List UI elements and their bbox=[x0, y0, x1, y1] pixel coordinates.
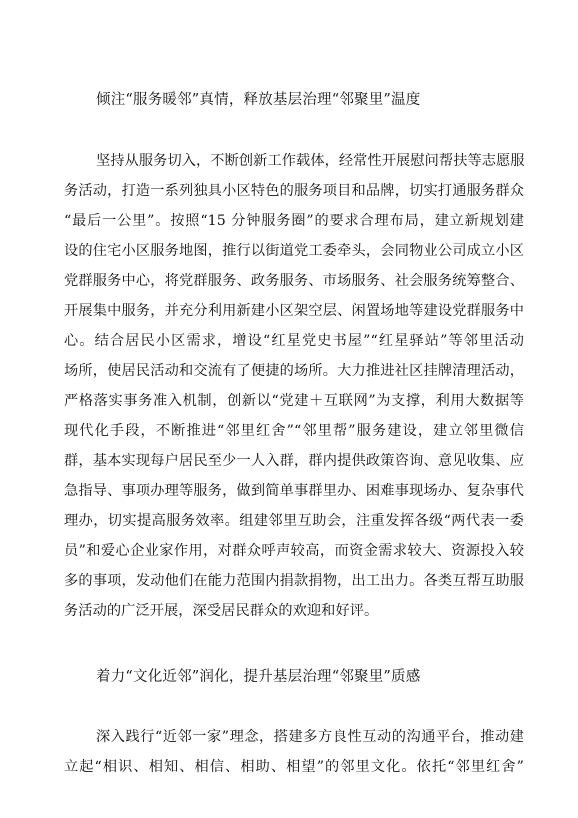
paragraph-line: 现代化手段，不断推进“邻里红舍”“邻里帮”服务建设，建立邻里微信 bbox=[64, 423, 524, 439]
paragraph-line: “最后一公里”。按照“15 分钟服务圈”的要求合理布局，建立新规划建 bbox=[64, 213, 524, 229]
paragraph-line: 员”和爱心企业家作用，对群众呼声较高，而资金需求较大、资源投入较 bbox=[64, 543, 524, 559]
paragraph-line: 场所，使居民活动和交流有了便捷的场所。大力推进社区挂牌清理活动， bbox=[64, 363, 524, 379]
paragraph-line: 务活动的广泛开展，深受居民群众的欢迎和好评。 bbox=[64, 603, 379, 619]
paragraph-line: 多的事项，发动他们在能力范围内捐款捐物，出工出力。各类互帮互助服 bbox=[64, 573, 524, 589]
paragraph-line: 心。结合居民小区需求，增设“红星党史书屋”“红星驿站”等邻里活动 bbox=[64, 333, 524, 349]
paragraph-line: 设的住宅小区服务地图，推行以街道党工委牵头，会同物业公司成立小区 bbox=[64, 243, 524, 259]
section-paragraph-service bbox=[64, 146, 524, 626]
paragraph-line: 坚持从服务切入，不断创新工作载体，经常性开展慰问帮扶等志愿服 bbox=[96, 153, 525, 169]
paragraph-line: 急指导、事项办理等服务，做到简单事群里办、困难事现场办、复杂事代 bbox=[64, 483, 524, 499]
paragraph-line: 严格落实事务准入机制，创新以“党建＋互联网”为支撑，利用大数据等 bbox=[64, 393, 524, 409]
paragraph-line: 理办，切实提高服务效率。组建邻里互助会，注重发挥各级“两代表一委 bbox=[64, 513, 524, 529]
paragraph-line: 深入践行“近邻一家”理念，搭建多方良性互动的沟通平台，推动建 bbox=[96, 729, 524, 745]
section-heading-service: 倾注“服务暖邻”真情，释放基层治理“邻聚里”温度 bbox=[96, 92, 421, 108]
paragraph-line: 党群服务中心，将党群服务、政务服务、市场服务、社会服务统筹整合、 bbox=[64, 273, 524, 289]
paragraph-line: 开展集中服务，并充分利用新建小区架空层、闲置场地等建设党群服务中 bbox=[64, 303, 524, 319]
section-paragraph-culture bbox=[64, 722, 524, 782]
paragraph-line: 群，基本实现每户居民至少一人入群，群内提供政策咨询、意见收集、应 bbox=[64, 453, 524, 469]
section-heading-culture: 着力“文化近邻”润化，提升基层治理“邻聚里”质感 bbox=[96, 669, 421, 685]
paragraph-line: 务活动，打造一系列独具小区特色的服务项目和品牌，切实打通服务群众 bbox=[64, 183, 524, 199]
paragraph-line: 立起“相识、相知、相信、相助、相望”的邻里文化。依托“邻里红舍” bbox=[64, 759, 524, 775]
